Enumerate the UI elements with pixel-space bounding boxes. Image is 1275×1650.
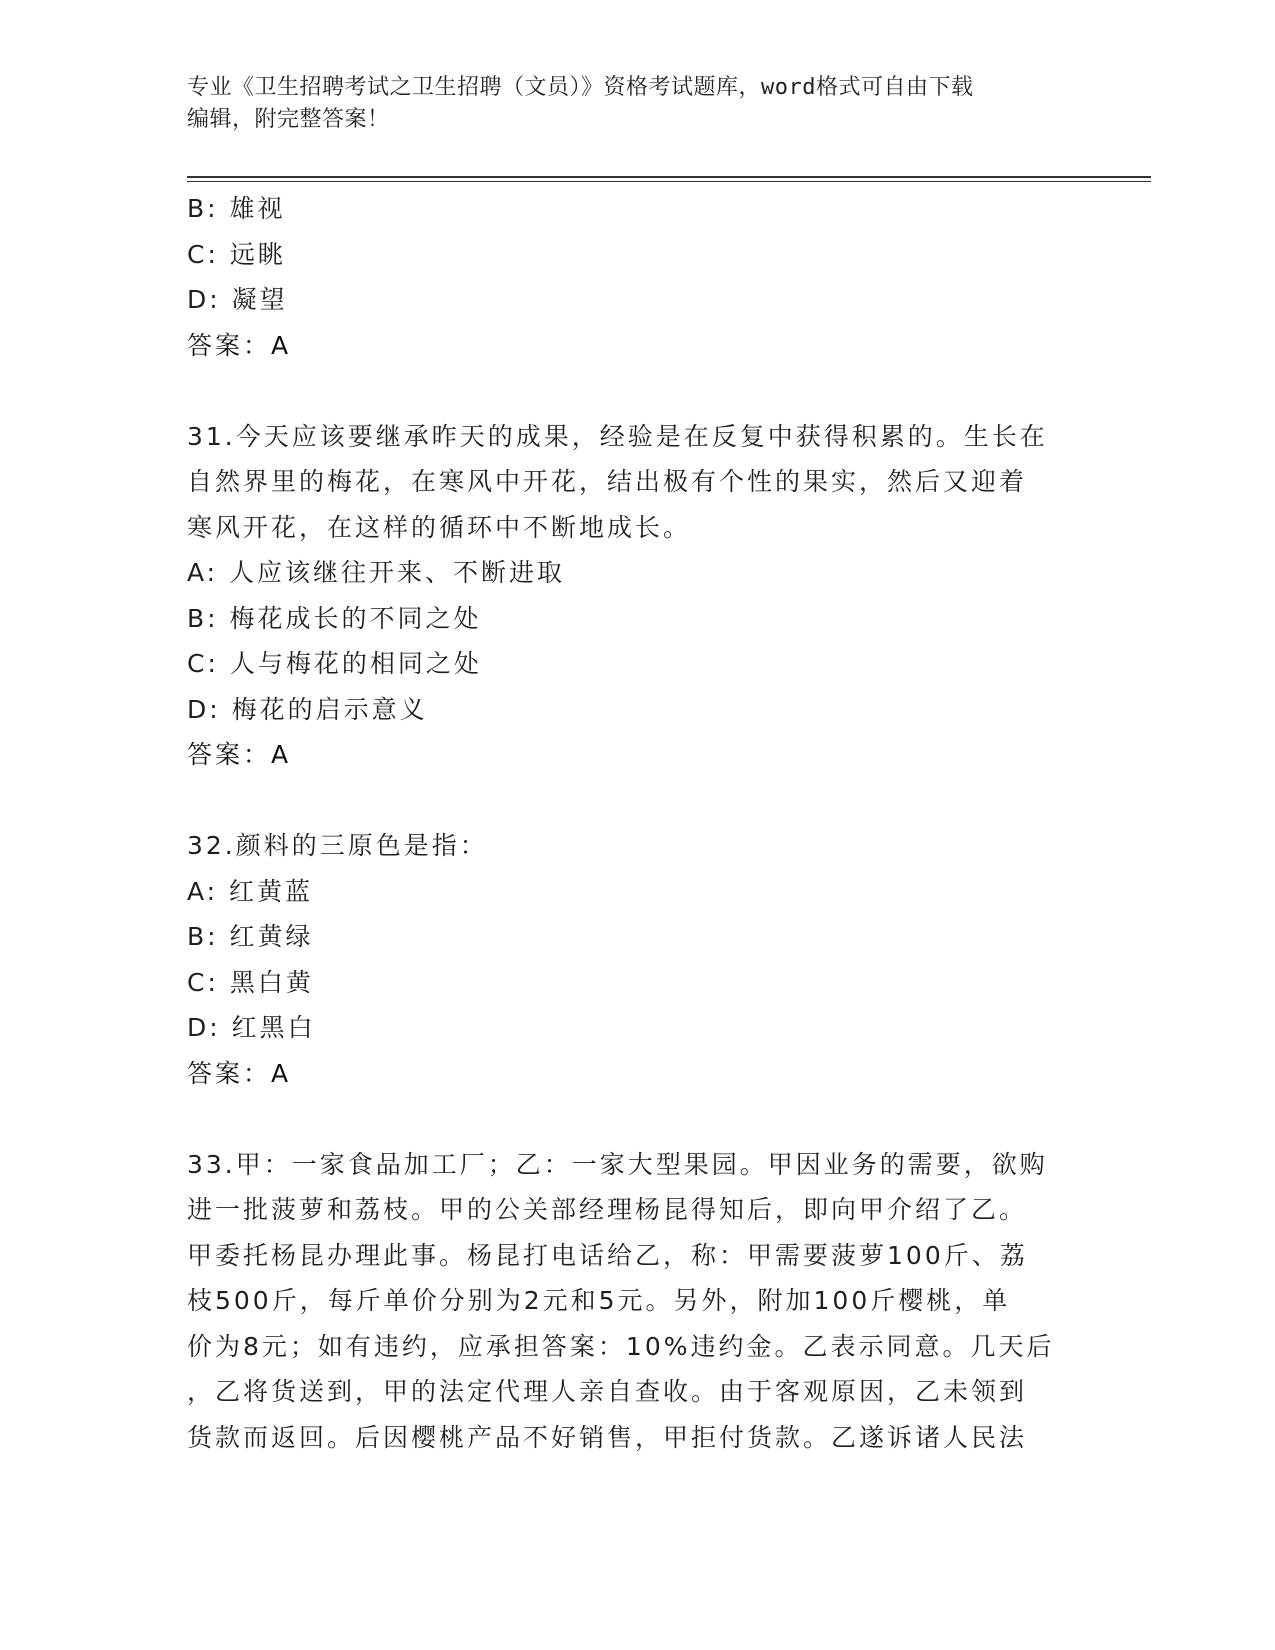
question-33 — [187, 1142, 1067, 1461]
option-d: D: 红黑白 — [187, 1013, 316, 1042]
question-32 — [187, 823, 1067, 1096]
question-stem-line: 31.今天应该要继承昨天的成果，经验是在反复中获得积累的。生长在 — [187, 421, 1048, 451]
question-stem-line: 自然界里的梅花，在寒风中开花，结出极有个性的果实，然后又迎着 — [187, 467, 1028, 496]
spacer — [187, 368, 1067, 414]
spacer — [187, 1096, 1067, 1142]
answer-line: 答案：A — [187, 740, 292, 769]
spacer — [187, 778, 1067, 824]
header-line-1: 专业《卫生招聘考试之卫生招聘（文员）》资格考试题库，word格式可自由下载 — [187, 75, 974, 100]
question-stem-line: ，乙将货送到，甲的法定代理人亲自查收。由于客观原因，乙未领到 — [187, 1377, 1028, 1406]
question-stem-line: 枝500斤，每斤单价分别为2元和5元。另外，附加100斤樱桃，单 — [187, 1286, 1011, 1315]
question-30 — [187, 186, 1067, 368]
option-c: C: 人与梅花的相同之处 — [187, 649, 482, 678]
option-c: C: 黑白黄 — [187, 967, 314, 997]
question-stem-line: 价为8元；如有违约，应承担答案：10%违约金。乙表示同意。几天后 — [187, 1331, 1055, 1361]
question-stem-line: 甲委托杨昆办理此事。杨昆打电话给乙，称：甲需要菠萝100斤、荔 — [187, 1240, 1028, 1270]
option-b: B: 梅花成长的不同之处 — [187, 603, 482, 633]
option-d: D: 凝望 — [187, 285, 288, 314]
option-d: D: 梅花的启示意义 — [187, 694, 428, 724]
header-divider-thin — [187, 181, 1151, 182]
question-stem-line: 32.颜料的三原色是指： — [187, 831, 488, 860]
question-stem-line: 货款而返回。后因樱桃产品不好销售，甲拒付货款。乙遂诉诸人民法 — [187, 1422, 1028, 1452]
question-stem-line: 33.甲：一家食品加工厂；乙：一家大型果园。甲因业务的需要，欲购 — [187, 1149, 1048, 1179]
option-b: B: 雄视 — [187, 194, 286, 223]
question-content — [187, 186, 1067, 1460]
header-line-2: 编辑，附完整答案！ — [187, 107, 390, 132]
option-a: A: 红黄蓝 — [187, 876, 314, 906]
question-31 — [187, 414, 1067, 778]
option-c: C: 远眺 — [187, 239, 286, 269]
option-b: B: 红黄绿 — [187, 922, 314, 951]
answer-line: 答案：A — [187, 330, 292, 360]
document-header — [187, 72, 1067, 136]
answer-line: 答案：A — [187, 1058, 292, 1088]
option-a: A: 人应该继往开来、不断进取 — [187, 558, 566, 587]
question-stem-line: 进一批菠萝和荔枝。甲的公关部经理杨昆得知后，即向甲介绍了乙。 — [187, 1195, 1028, 1224]
question-stem-line: 寒风开花，在这样的循环中不断地成长。 — [187, 512, 692, 542]
header-divider-thick — [187, 176, 1151, 178]
